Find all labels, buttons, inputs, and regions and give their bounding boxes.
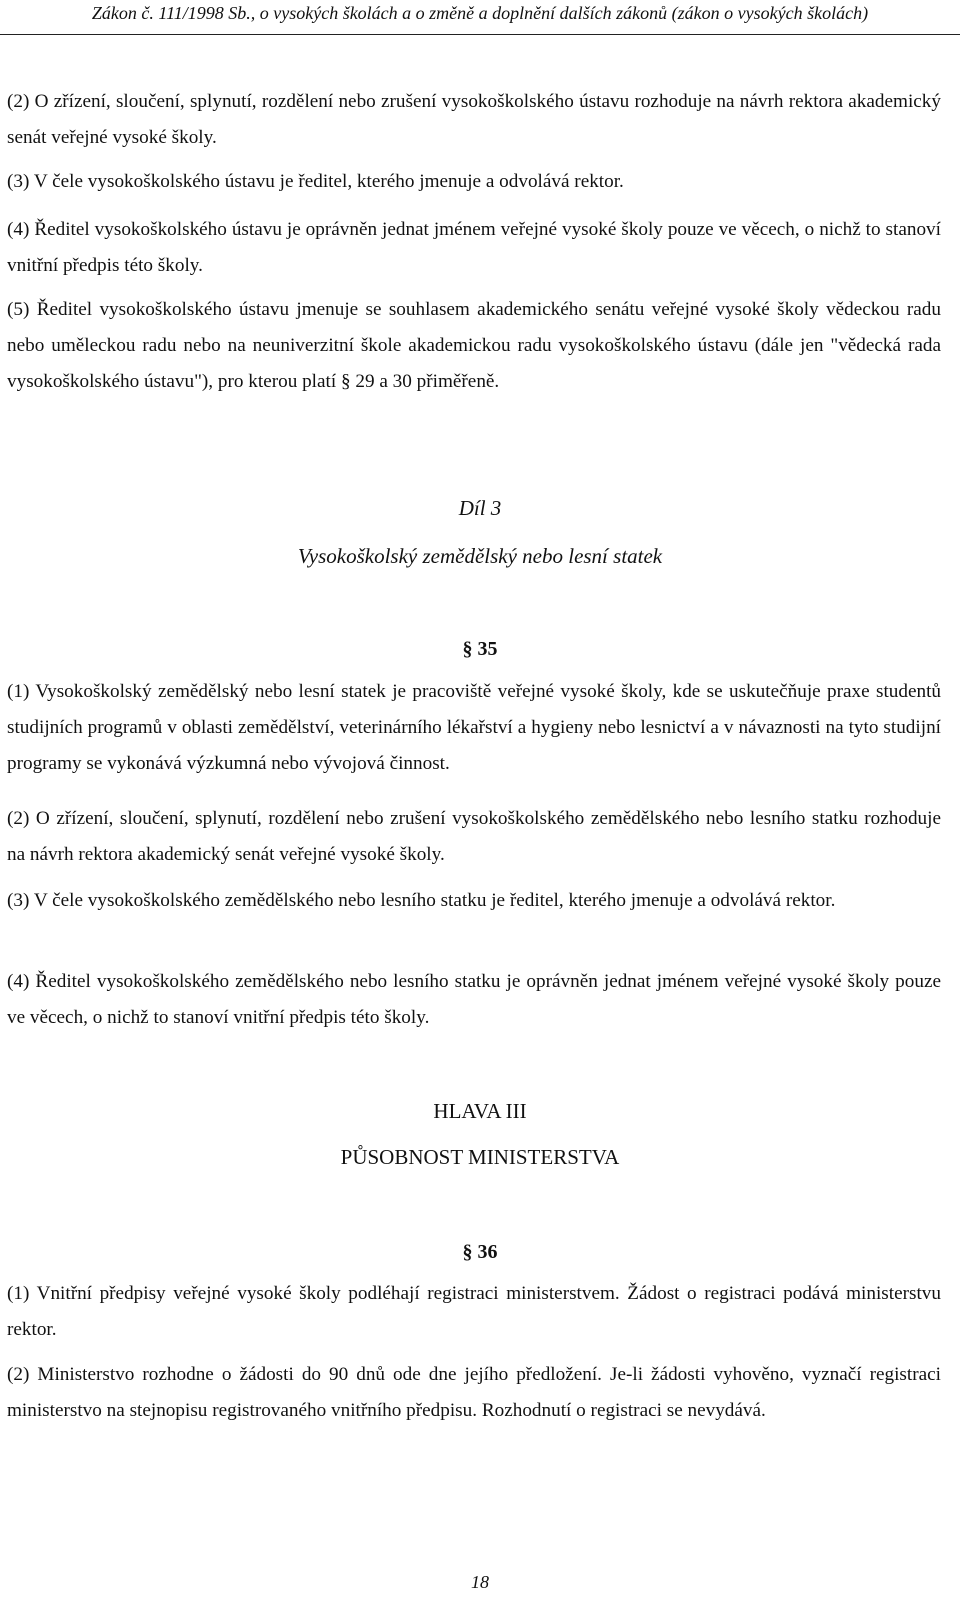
chapter-title: PŮSOBNOST MINISTERSTVA: [340, 1145, 620, 1169]
paragraph-top-4: (4) Ředitel vysokoškolského ústavu je oprávněn jednat jménem veřejné vysoké školy pouze ve věcech, o nichž to stanoví vnitřní předpis této školy.: [7, 219, 941, 276]
chapter-heading: HLAVA III: [433, 1099, 527, 1123]
paragraph-top-3: (3) V čele vysokoškolského ústavu je ředitel, kterého jmenuje a odvolává rektor.: [7, 171, 624, 192]
part-heading: Díl 3: [458, 496, 502, 520]
running-header: Zákon č. 111/1998 Sb., o vysokých školách a o změně a doplnění dalších zákonů (zákon o vysokých školách): [0, 0, 960, 35]
section-35-heading: § 35: [462, 638, 498, 660]
section-35-paragraph-1: (1) Vysokoškolský zemědělský nebo lesní statek je pracoviště veřejné vysoké školy, kde se uskutečňuje praxe studentů studijních programů v oblasti zemědělství, veterinárního lékařství a hygieny nebo lesnictví a v návaznosti na tyto studijní programy se vykonává výzkumná nebo vývojová činnost.: [7, 681, 941, 774]
section-35-paragraph-2: (2) O zřízení, sloučení, splynutí, rozdělení nebo zrušení vysokoškolského zemědělského nebo lesního statku rozhoduje na návrh rektora akademický senát veřejné vysoké školy.: [7, 808, 941, 865]
section-36-heading: § 36: [462, 1241, 498, 1263]
section-35-paragraph-3: (3) V čele vysokoškolského zemědělského nebo lesního statku je ředitel, kterého jmenuje a odvolává rektor.: [7, 890, 836, 911]
paragraph-top-2: (2) O zřízení, sloučení, splynutí, rozdělení nebo zrušení vysokoškolského ústavu rozhoduje na návrh rektora akademický senát veřejné vysoké školy.: [7, 91, 941, 148]
section-35-paragraph-4: (4) Ředitel vysokoškolského zemědělského nebo lesního statku je oprávněn jednat jménem veřejné vysoké školy pouze ve věcech, o nichž to stanoví vnitřní předpis této školy.: [7, 971, 941, 1028]
part-title: Vysokoškolský zemědělský nebo lesní statek: [297, 544, 663, 568]
page-number: 18: [471, 1572, 489, 1592]
section-36-paragraph-2: (2) Ministerstvo rozhodne o žádosti do 90 dnů ode dne jejího předložení. Je-li žádosti vyhověno, vyznačí registraci ministerstvo na stejnopisu registrovaného vnitřního předpisu. Rozhodnutí o registraci se nevydává.: [7, 1364, 941, 1421]
paragraph-top-5: (5) Ředitel vysokoškolského ústavu jmenuje se souhlasem akademického senátu veřejné vysoké školy vědeckou radu nebo uměleckou radu nebo na neuniverzitní škole akademickou radu vysokoškolského ústavu (dále jen "vědecká rada vysokoškolského ústavu"), pro kterou platí § 29 a 30 přiměřeně.: [7, 299, 941, 392]
section-36-paragraph-1: (1) Vnitřní předpisy veřejné vysoké školy podléhají registraci ministerstvem. Žádost o registraci podává ministerstvu rektor.: [7, 1283, 941, 1340]
